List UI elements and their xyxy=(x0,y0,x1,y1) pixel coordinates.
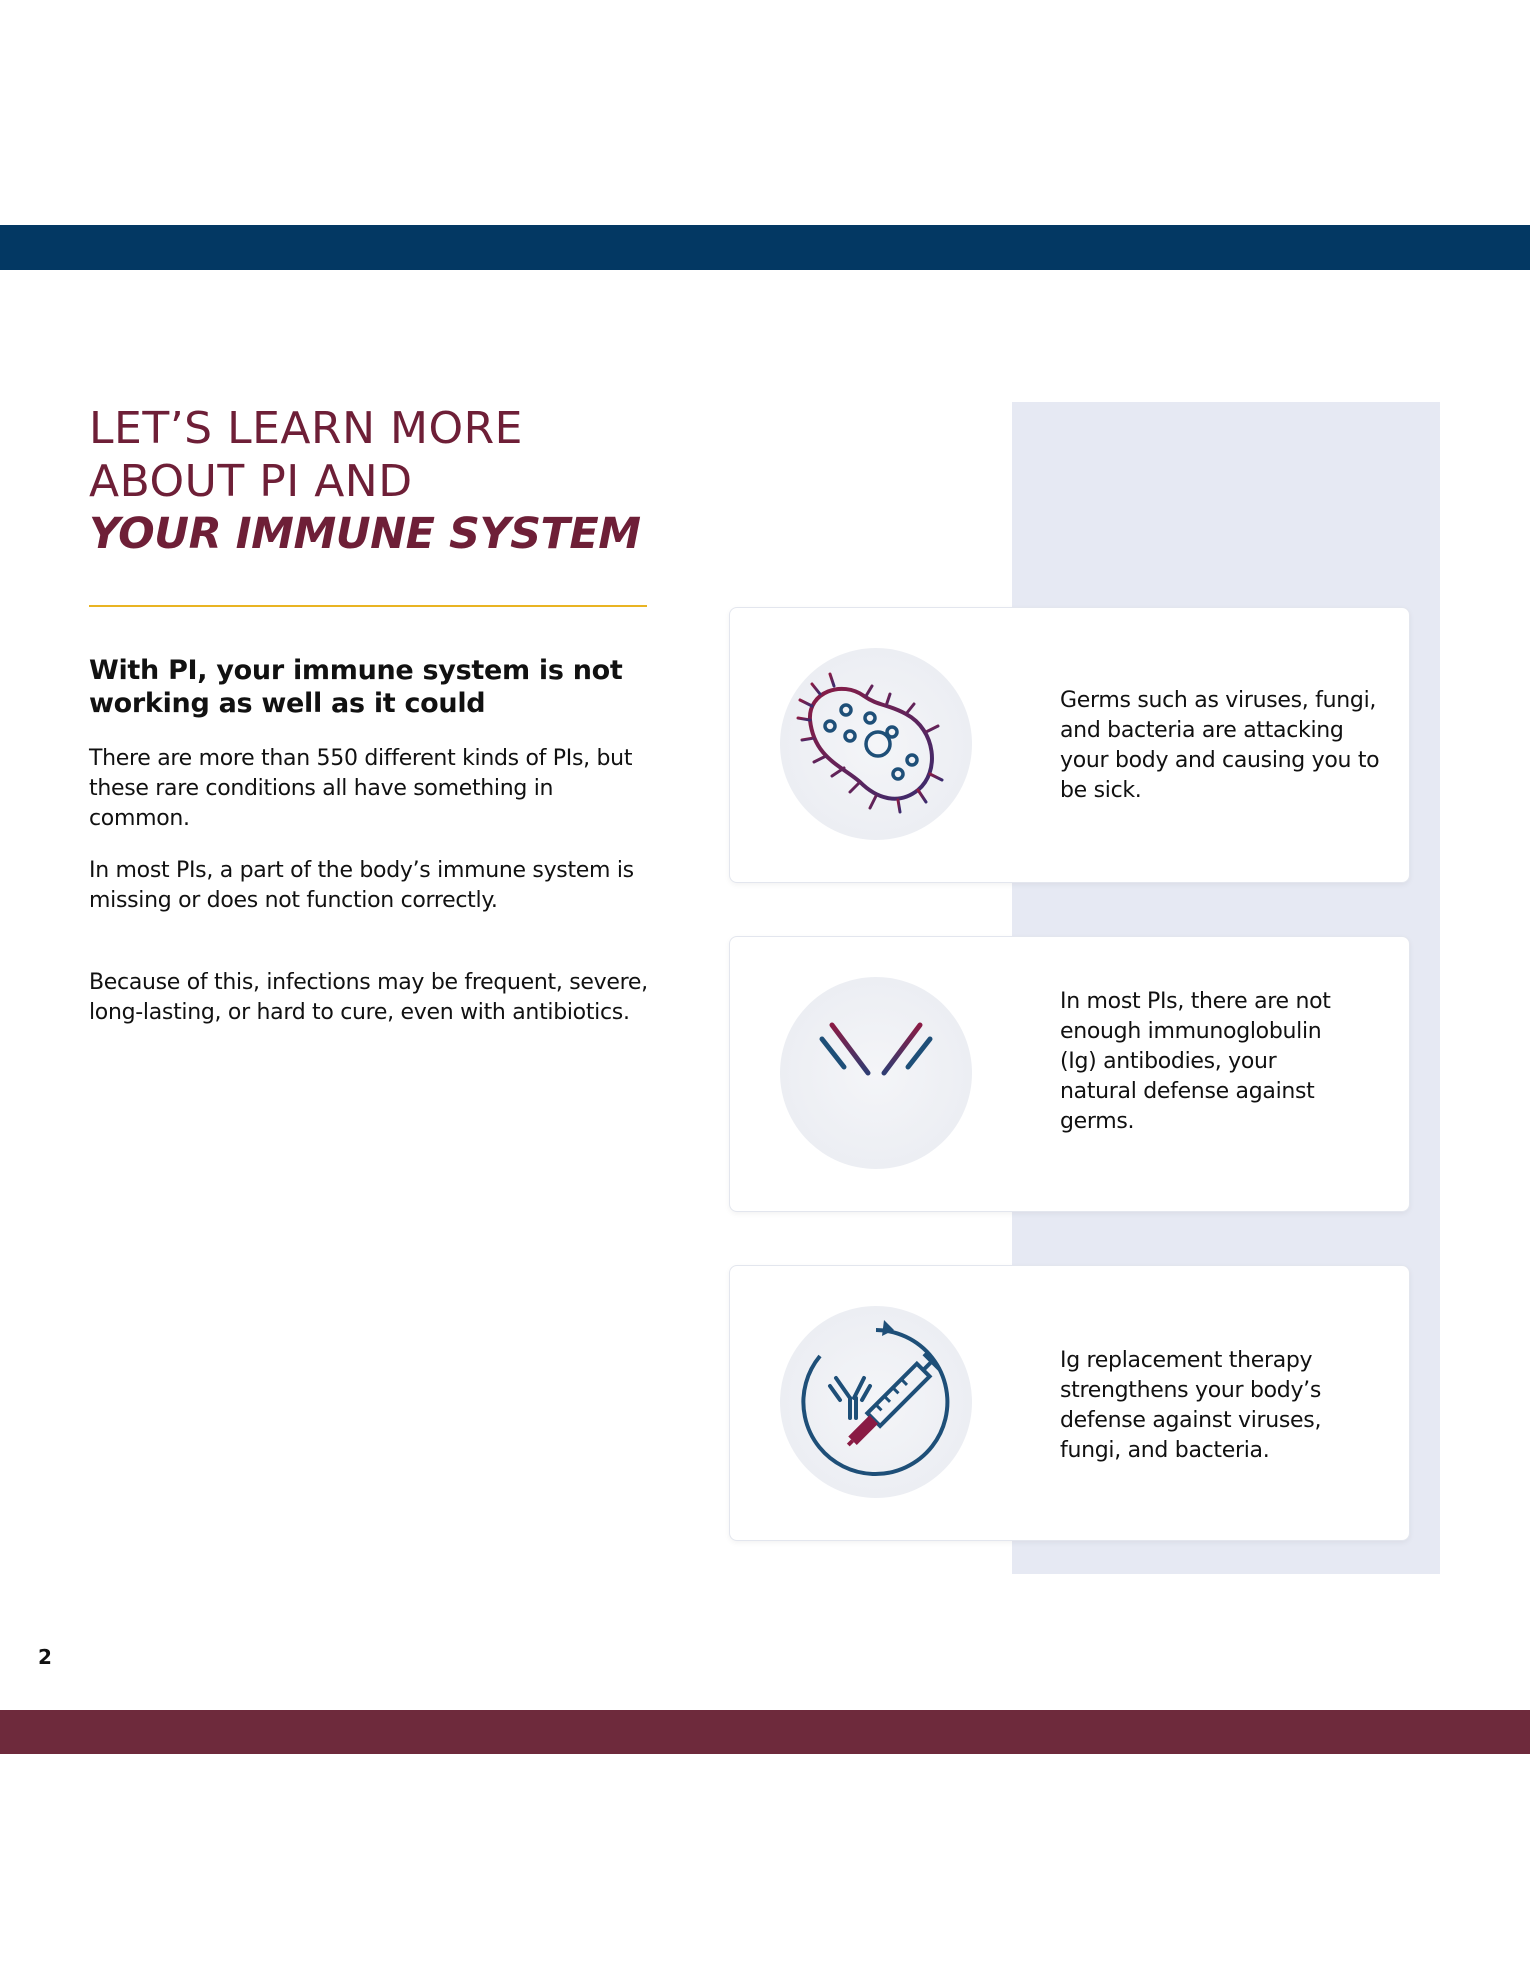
intro-subheading: With PI, your immune system is not working as well as it could xyxy=(89,655,623,719)
info-card-antibodies xyxy=(729,936,1410,1212)
title-line-2: ABOUT PI AND xyxy=(89,456,413,507)
title-line-3: YOUR IMMUNE SYSTEM xyxy=(89,509,641,559)
therapy-icon xyxy=(780,1306,972,1498)
card-germs-text: Germs such as viruses, fungi, and bacteria are attacking your body and causing you to be sick. xyxy=(1060,688,1380,803)
page-title xyxy=(89,402,689,561)
top-color-band xyxy=(0,225,1530,270)
antibody-icon xyxy=(780,977,972,1169)
title-line-1: LET’S LEARN MORE xyxy=(89,403,523,454)
germ-icon xyxy=(780,648,972,840)
intro-paragraph-3: Because of this, infections may be frequent, severe, long-lasting, or hard to cure, even with antibiotics. xyxy=(89,970,648,1025)
card-antibodies-text: In most PIs, there are not enough immunoglobulin (Ig) antibodies, your natural defense against germs. xyxy=(1060,989,1331,1134)
info-card-therapy xyxy=(729,1265,1410,1541)
intro-paragraph-2: In most PIs, a part of the body’s immune system is missing or does not function correctly. xyxy=(89,858,634,913)
page-number: 2 xyxy=(38,1645,52,1669)
gold-divider xyxy=(89,605,647,607)
bottom-color-band xyxy=(0,1710,1530,1754)
card-therapy-text: Ig replacement therapy strengthens your body’s defense against viruses, fungi, and bacteria. xyxy=(1060,1348,1322,1463)
info-card-germs xyxy=(729,607,1410,883)
intro-paragraph-1: There are more than 550 different kinds of PIs, but these rare conditions all have something in common. xyxy=(89,746,633,831)
